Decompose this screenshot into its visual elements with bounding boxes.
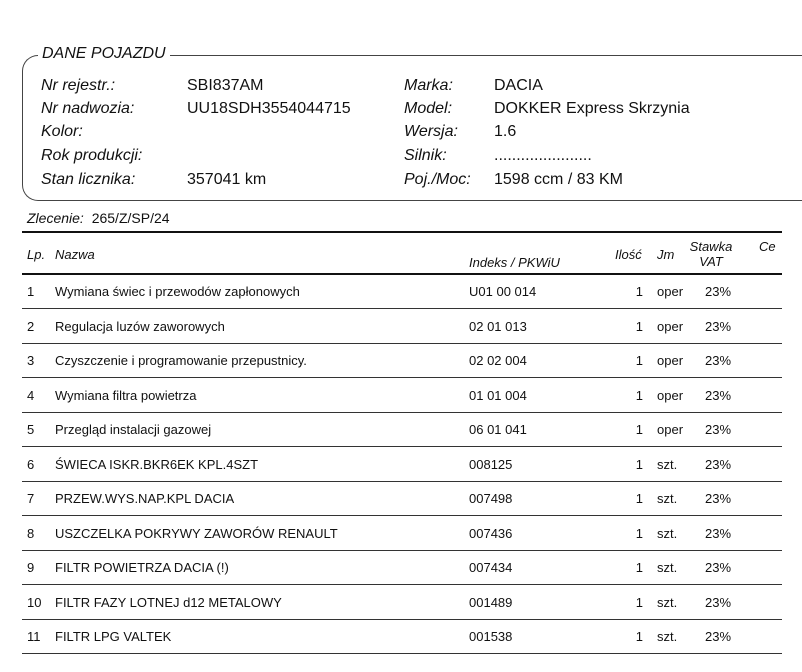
row-qty: 1 (635, 353, 643, 368)
row-vat: 23% (704, 284, 732, 299)
row-unit: szt. (657, 456, 678, 472)
row-unit: oper (657, 284, 684, 299)
row-lp: 4 (27, 387, 35, 403)
row-index: 01 01 004 (469, 387, 527, 403)
row-divider (22, 619, 782, 620)
order-number (27, 210, 170, 226)
order-label: Zlecenie: (27, 210, 84, 226)
row-lp: 11 (27, 629, 41, 644)
header-qty: Ilość (615, 247, 642, 262)
make-value: DACIA (494, 77, 543, 94)
row-name: Czyszczenie i programowanie przepustnicy. (55, 353, 307, 368)
model-value: DOKKER Express Skrzynia (494, 100, 690, 117)
row-lp: 8 (27, 525, 35, 541)
row-lp: 2 (27, 318, 35, 334)
row-qty: 1 (635, 422, 643, 437)
header-lp: Lp. (27, 247, 46, 262)
row-unit: oper (657, 422, 684, 437)
row-lp: 6 (27, 456, 35, 472)
row-divider (22, 446, 782, 447)
row-divider (22, 481, 782, 482)
version-label: Wersja: (404, 123, 458, 140)
table-top-rule (22, 231, 782, 233)
header-index: Indeks / PKWiU (469, 255, 560, 270)
row-lp: 1 (27, 284, 35, 299)
power-label: Poj./Moc: (404, 171, 471, 188)
order-value: 265/Z/SP/24 (91, 210, 170, 226)
vin-label: Nr nadwozia: (41, 100, 135, 117)
engine-value: ...................... (494, 147, 592, 164)
row-divider (22, 343, 782, 344)
row-unit: szt. (657, 525, 678, 541)
header-vat (686, 239, 736, 269)
row-index: 001538 (469, 629, 513, 644)
row-lp: 3 (27, 353, 35, 368)
color-label: Kolor: (41, 123, 83, 140)
row-qty: 1 (635, 318, 643, 334)
power-value: 1598 ccm / 83 KM (494, 171, 623, 188)
row-unit: oper (657, 387, 684, 403)
row-divider (22, 515, 782, 516)
row-name: ŚWIECA ISKR.BKR6EK KPL.4SZT (55, 456, 259, 472)
header-vat-line1: Stawka (689, 239, 733, 254)
row-vat: 23% (704, 629, 732, 644)
row-name: Regulacja luzów zaworowych (55, 318, 225, 334)
row-vat: 23% (704, 353, 732, 368)
year-label: Rok produkcji: (41, 147, 143, 164)
row-index: 007434 (469, 560, 513, 575)
row-index: 02 02 004 (469, 353, 527, 368)
row-name: USZCZELKA POKRYWY ZAWORÓW RENAULT (55, 525, 338, 541)
make-label: Marka: (404, 77, 453, 94)
row-qty: 1 (635, 387, 643, 403)
row-vat: 23% (704, 525, 732, 541)
row-divider (22, 412, 782, 413)
row-lp: 7 (27, 491, 35, 506)
row-index: 001489 (469, 594, 513, 610)
row-name: Przegląd instalacji gazowej (55, 422, 212, 437)
row-name: Wymiana świec i przewodów zapłonowych (55, 284, 300, 299)
row-divider (22, 377, 782, 378)
header-unit: Jm (657, 247, 675, 262)
vin-value: UU18SDH3554044715 (187, 100, 351, 117)
row-vat: 23% (704, 422, 732, 437)
row-name: FILTR FAZY LOTNEJ d12 METALOWY (55, 594, 282, 610)
row-vat: 23% (704, 456, 732, 472)
odometer-value: 357041 km (187, 171, 267, 188)
version-value: 1.6 (494, 123, 517, 140)
row-lp: 9 (27, 560, 35, 575)
odometer-label: Stan licznika: (41, 171, 136, 188)
reg-label: Nr rejestr.: (41, 77, 116, 94)
row-index: 008125 (469, 456, 513, 472)
row-vat: 23% (704, 318, 732, 334)
table-header-rule (22, 273, 782, 275)
row-index: 007498 (469, 491, 513, 506)
row-unit: szt. (657, 594, 678, 610)
row-qty: 1 (635, 491, 643, 506)
row-index: 007436 (469, 525, 513, 541)
vehicle-box-title: DANE POJAZDU (38, 45, 170, 63)
row-lp: 5 (27, 422, 35, 437)
row-unit: oper (657, 318, 684, 334)
row-index: U01 00 014 (469, 284, 537, 299)
row-vat: 23% (704, 491, 732, 506)
row-qty: 1 (635, 456, 643, 472)
row-qty: 1 (635, 560, 643, 575)
row-name: FILTR LPG VALTEK (55, 629, 172, 644)
row-qty: 1 (635, 284, 643, 299)
row-lp: 10 (27, 594, 42, 610)
header-vat-line2: VAT (699, 254, 723, 269)
header-name: Nazwa (55, 247, 95, 262)
row-name: PRZEW.WYS.NAP.KPL DACIA (55, 491, 235, 506)
row-vat: 23% (704, 387, 732, 403)
row-unit: szt. (657, 560, 678, 575)
row-divider (22, 308, 782, 309)
row-unit: szt. (657, 629, 678, 644)
row-unit: oper (657, 353, 684, 368)
row-divider (22, 584, 782, 585)
model-label: Model: (404, 100, 453, 117)
row-index: 02 01 013 (469, 318, 527, 334)
reg-value: SBI837AM (187, 77, 264, 94)
row-vat: 23% (704, 594, 732, 610)
row-qty: 1 (635, 594, 643, 610)
row-vat: 23% (704, 560, 732, 575)
header-extra: Ce (759, 239, 776, 254)
row-qty: 1 (635, 525, 643, 541)
row-name: Wymiana filtra powietrza (55, 387, 197, 403)
row-divider (22, 550, 782, 551)
row-divider (22, 653, 782, 654)
row-name: FILTR POWIETRZA DACIA (!) (55, 560, 229, 575)
engine-label: Silnik: (404, 147, 447, 164)
row-qty: 1 (635, 629, 643, 644)
row-index: 06 01 041 (469, 422, 527, 437)
row-unit: szt. (657, 491, 678, 506)
